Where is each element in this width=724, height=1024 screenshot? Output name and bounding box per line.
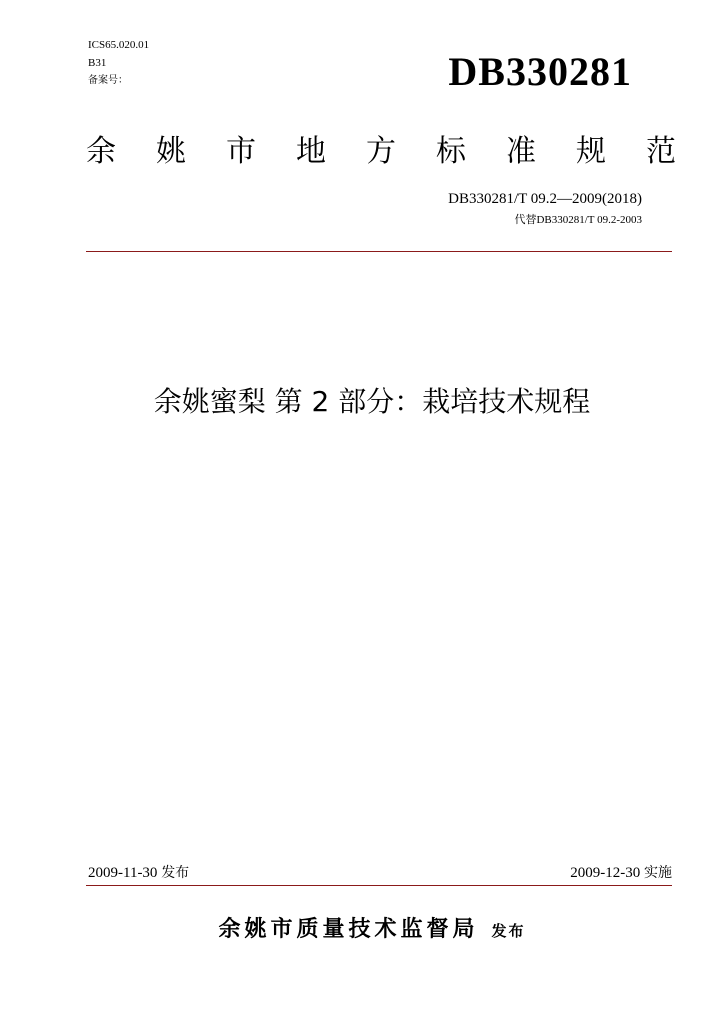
bottom-divider — [86, 885, 672, 886]
standard-type-char: 规 — [576, 134, 606, 169]
issuer-name: 余姚市质量技术监督局 — [218, 917, 479, 942]
classification-code: B31 — [88, 57, 107, 69]
replaces-note: 代替DB330281/T 09.2-2003 — [514, 214, 642, 226]
standard-number: DB330281/T 09.2—2009(2018) — [448, 191, 642, 207]
standard-type-char: 姚 — [156, 134, 186, 169]
standard-code: DB330281 — [448, 49, 632, 94]
implementation-date-value: 2009-12-30 — [570, 865, 641, 881]
implementation-date — [570, 864, 672, 882]
standard-type-char: 准 — [506, 134, 536, 169]
record-number-label: 备案号： — [88, 75, 128, 86]
standard-type-char: 方 — [366, 134, 396, 169]
issue-date-value: 2009-11-30 — [88, 865, 158, 881]
implementation-date-label: 实施 — [644, 865, 672, 881]
standard-type-char: 余 — [86, 134, 116, 169]
standard-type-char: 标 — [436, 134, 466, 169]
standard-type-char: 范 — [646, 134, 676, 169]
top-divider — [86, 251, 672, 252]
issue-date-label: 发布 — [161, 865, 190, 881]
issuer-line — [0, 912, 724, 943]
issuer-publish-label: 发布 — [491, 922, 526, 940]
standard-type-char: 市 — [226, 134, 256, 169]
document-title: 余姚蜜梨 第 2 部分：栽培技术规程 — [153, 385, 591, 418]
standard-type-title — [86, 134, 676, 170]
standard-type-char: 地 — [296, 134, 326, 169]
issue-date — [88, 864, 189, 882]
ics-code: ICS65.020.01 — [88, 39, 150, 51]
